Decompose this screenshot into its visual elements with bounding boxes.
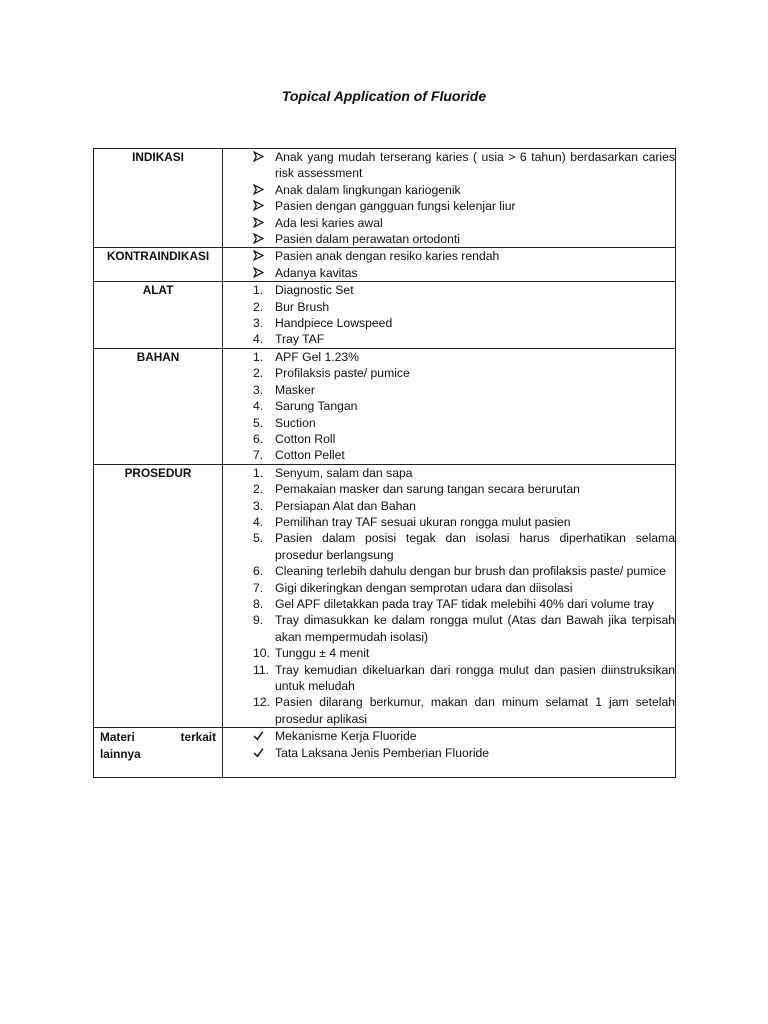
list-item: 4. Tray TAF [253,332,325,347]
check-icon [253,730,264,741]
list-item: 1. APF Gel 1.23% [253,349,359,364]
arrow-bullet-icon [253,250,264,261]
list-item: 11. Tray kemudian dikeluarkan dari rongga mulut dan pasien diinstruksikan untuk meludah [253,662,675,693]
row-label: KONTRAINDIKASI [94,248,223,282]
row-content [223,348,676,464]
list-item: Tata Laksana Jenis Pemberian Fluoride [223,745,675,761]
check-icon [253,747,264,758]
list-item: 6. Cotton Roll [253,431,336,446]
list-item: 7. Gigi dikeringkan dengan semprotan udara dan diisolasi [253,580,573,595]
list-item: 12. Pasien dilarang berkumur, makan dan minum selamat 1 jam setelah prosedur aplikasi [253,695,675,726]
row-content [223,282,676,349]
row-alat [94,282,676,349]
list-item: 9. Tray dimasukkan ke dalam rongga mulut (Atas dan Bawah jika terpisah akan mempermudah isolasi) [253,613,675,644]
page-title: Topical Application of Fluoride [281,88,487,104]
list-item: 1. Senyum, salam dan sapa [253,465,413,480]
arrow-bullet-icon [253,151,264,162]
list-item: 2. Profilaksis paste/ pumice [253,366,410,381]
list-item: Pasien dengan gangguan fungsi kelenjar liur [223,198,675,214]
list-item: Anak yang mudah terserang karies ( usia > 6 tahun) berdasarkan caries risk assessment [223,149,675,182]
row-indikasi [94,149,676,248]
list-item: Pasien anak dengan resiko karies rendah [223,248,675,264]
list-item: Pasien dalam perawatan ortodonti [223,231,675,247]
bullet-list [223,248,675,281]
list-item: Mekanisme Kerja Fluoride [223,728,675,744]
row-label: Materi terkait lainnya [94,728,223,778]
list-item: 4. Sarung Tangan [253,399,358,414]
list-item: Adanya kavitas [223,265,675,281]
list-item: 8. Gel APF diletakkan pada tray TAF tidak melebihi 40% dari volume tray [253,596,654,611]
numbered-list [223,465,675,728]
row-label: BAHAN [94,348,223,464]
list-item: 3. Handpiece Lowspeed [253,316,393,331]
row-content [223,149,676,248]
check-list [223,728,675,761]
row-content [223,728,676,778]
arrow-bullet-icon [253,217,264,228]
list-item: 1. Diagnostic Set [253,283,354,298]
row-bahan [94,348,676,464]
list-item: 6. Cleaning terlebih dahulu dengan bur brush dan profilaksis paste/ pumice [253,564,666,579]
list-item: Ada lesi karies awal [223,215,675,231]
list-item: Anak dalam lingkungan kariogenik [223,182,675,198]
row-kontraindikasi [94,248,676,282]
bullet-list [223,149,675,247]
list-item: 10. Tunggu ± 4 menit [253,646,370,661]
row-materi-terkait [94,728,676,778]
row-prosedur [94,464,676,728]
arrow-bullet-icon [253,233,264,244]
row-label: PROSEDUR [94,464,223,728]
row-content [223,248,676,282]
list-item: 2. Pemakaian masker dan sarung tangan secara berurutan [253,482,580,497]
row-label: ALAT [94,282,223,349]
numbered-list [223,282,675,348]
arrow-bullet-icon [253,267,264,278]
list-item: 2. Bur Brush [253,299,330,314]
list-item: 5. Pasien dalam posisi tegak dan isolasi harus diperhatikan selama prosedur berlangsung [253,531,675,562]
row-label: INDIKASI [94,149,223,248]
list-item: 7. Cotton Pellet [253,448,345,463]
list-item: 4. Pemilihan tray TAF sesuai ukuran rongga mulut pasien [253,514,571,529]
numbered-list [223,349,675,464]
row-content [223,464,676,728]
list-item: 3. Masker [253,382,315,397]
arrow-bullet-icon [253,200,264,211]
list-item: 3. Persiapan Alat dan Bahan [253,498,416,513]
procedure-table [93,148,676,778]
list-item: 5. Suction [253,415,316,430]
arrow-bullet-icon [253,184,264,195]
